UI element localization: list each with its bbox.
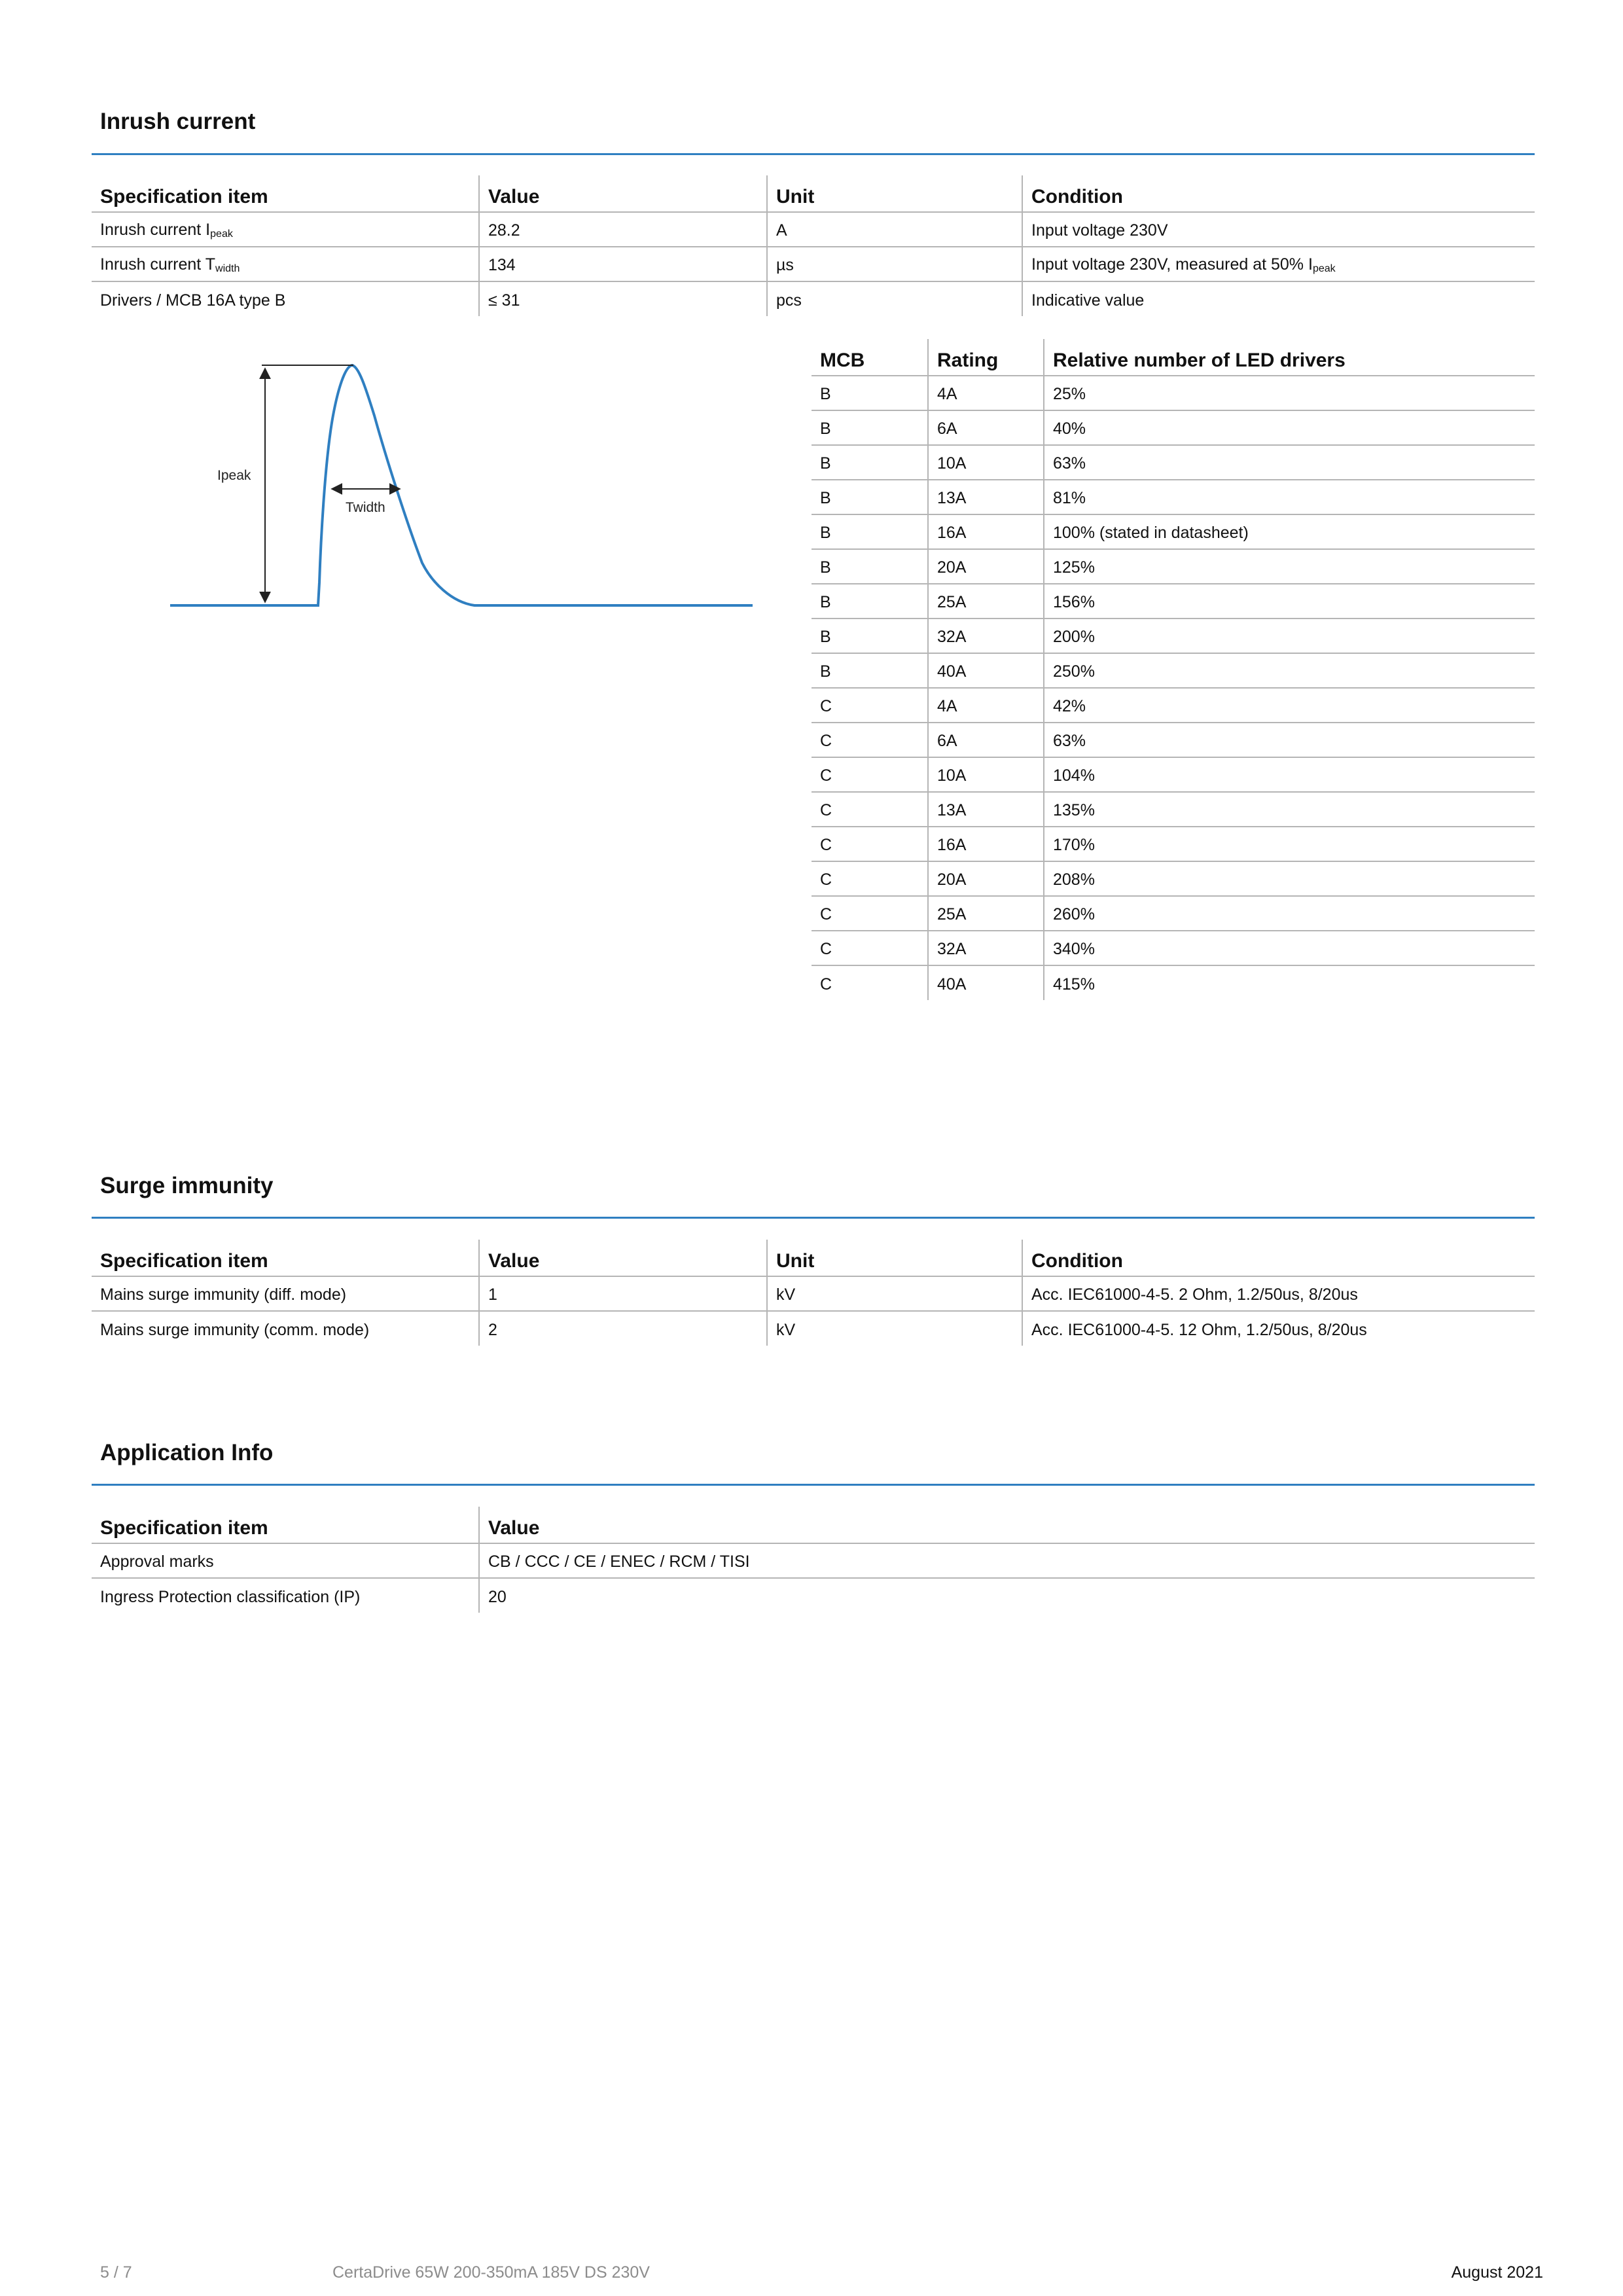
document-date: August 2021 (1451, 2263, 1543, 2282)
table-cell: B (812, 376, 928, 410)
table-cell: kV (767, 1276, 1022, 1311)
table-cell: B (812, 619, 928, 653)
table-row (92, 247, 1535, 281)
table-row (812, 931, 1535, 965)
subscript-text: peak (210, 228, 233, 240)
table-cell: 4A (928, 688, 1044, 723)
table-cell: A (767, 212, 1022, 247)
table-cell: 250% (1044, 653, 1535, 688)
column-header: Rating (928, 339, 1044, 376)
table-header-row (92, 175, 1535, 212)
spec-item-text: Inrush current T (100, 255, 216, 274)
table-row (812, 549, 1535, 584)
table-cell: C (812, 931, 928, 965)
column-header: Specification item (92, 1507, 479, 1543)
table-cell: C (812, 827, 928, 861)
subscript-text: peak (1312, 263, 1336, 274)
table-cell: Mains surge immunity (diff. mode) (92, 1276, 479, 1311)
table-cell: 10A (928, 445, 1044, 480)
table-row (92, 281, 1535, 316)
column-header: Unit (767, 175, 1022, 212)
table-row (812, 792, 1535, 827)
table-row (812, 514, 1535, 549)
column-header: Value (479, 175, 767, 212)
subscript-text: width (215, 263, 240, 274)
table-row (812, 376, 1535, 410)
table-row (92, 1578, 1535, 1613)
table-cell: 42% (1044, 688, 1535, 723)
table-cell: 170% (1044, 827, 1535, 861)
table-cell: Ingress Protection classification (IP) (100, 1588, 361, 1606)
table-cell: 200% (1044, 619, 1535, 653)
column-header: Value (479, 1240, 767, 1276)
table-cell: Input voltage 230V (1022, 212, 1535, 247)
table-row (812, 861, 1535, 896)
table-cell: 16A (928, 514, 1044, 549)
table-cell: 40A (928, 965, 1044, 1000)
table-cell: B (812, 514, 928, 549)
surge-section-rule (92, 1217, 1535, 1219)
table-row (92, 1311, 1535, 1346)
table-cell: 260% (1044, 896, 1535, 931)
page-number: 5 / 7 (100, 2263, 132, 2282)
table-cell: 20A (928, 861, 1044, 896)
table-cell: 13A (928, 792, 1044, 827)
table-cell: B (812, 410, 928, 445)
column-header: Relative number of LED drivers (1044, 339, 1535, 376)
table-cell: C (820, 975, 832, 994)
inrush-waveform-diagram (164, 347, 759, 622)
table-cell: 32A (928, 619, 1044, 653)
table-cell: 125% (1044, 549, 1535, 584)
table-cell: 63% (1044, 445, 1535, 480)
table-header-row (92, 1507, 1535, 1543)
table-row (812, 965, 1535, 1000)
table-cell: 6A (928, 723, 1044, 757)
table-cell: 40% (1044, 410, 1535, 445)
table-row (812, 480, 1535, 514)
table-cell: 32A (928, 931, 1044, 965)
table-row (812, 619, 1535, 653)
table-cell: 104% (1044, 757, 1535, 792)
table-cell: CB / CCC / CE / ENEC / RCM / TISI (479, 1543, 1535, 1578)
waveform-curve (170, 365, 753, 605)
table-cell: pcs (767, 281, 1022, 316)
table-cell: B (812, 480, 928, 514)
table-cell: Acc. IEC61000-4-5. 2 Ohm, 1.2/50us, 8/20us (1022, 1276, 1535, 1311)
application-section-rule (92, 1484, 1535, 1486)
table-row (812, 723, 1535, 757)
column-header: Condition (1022, 175, 1535, 212)
table-cell (92, 247, 479, 281)
surge-section-title: Surge immunity (100, 1173, 274, 1198)
table-cell: Acc. IEC61000-4-5. 12 Ohm, 1.2/50us, 8/20us (1022, 1311, 1535, 1346)
surge-spec-table (92, 1240, 1535, 1346)
table-header-row (812, 339, 1535, 376)
table-cell: 415% (1044, 965, 1535, 1000)
table-cell: Approval marks (92, 1543, 479, 1578)
table-cell: 25% (1044, 376, 1535, 410)
table-row (92, 1276, 1535, 1311)
table-row (812, 757, 1535, 792)
condition-text: Input voltage 230V, measured at 50% I (1031, 255, 1313, 274)
table-cell: B (812, 584, 928, 619)
table-row (812, 653, 1535, 688)
table-row (812, 896, 1535, 931)
table-cell: 28.2 (479, 212, 767, 247)
column-header: MCB (812, 339, 928, 376)
table-cell: B (812, 549, 928, 584)
table-cell: 100% (stated in datasheet) (1044, 514, 1535, 549)
table-row (92, 212, 1535, 247)
table-row (812, 584, 1535, 619)
product-name: CertaDrive 65W 200-350mA 185V DS 230V (332, 2263, 650, 2282)
inrush-section-rule (92, 153, 1535, 155)
column-header: Specification item (92, 1240, 479, 1276)
twidth-label: Twidth (346, 500, 385, 515)
table-cell: 340% (1044, 931, 1535, 965)
table-row (92, 1543, 1535, 1578)
column-header: Value (479, 1507, 1535, 1543)
column-header: Specification item (92, 175, 479, 212)
table-cell: Drivers / MCB 16A type B (100, 291, 286, 310)
table-cell: ≤ 31 (479, 281, 767, 316)
table-cell: 2 (479, 1311, 767, 1346)
table-cell: C (812, 723, 928, 757)
table-cell: 13A (928, 480, 1044, 514)
table-cell: µs (767, 247, 1022, 281)
table-cell: C (812, 792, 928, 827)
table-cell: 6A (928, 410, 1044, 445)
table-cell: Mains surge immunity (comm. mode) (100, 1321, 370, 1339)
table-cell: 4A (928, 376, 1044, 410)
table-cell: kV (767, 1311, 1022, 1346)
table-cell: C (812, 861, 928, 896)
application-section-title: Application Info (100, 1440, 274, 1465)
table-cell: 81% (1044, 480, 1535, 514)
table-cell (1022, 247, 1535, 281)
table-cell: 63% (1044, 723, 1535, 757)
column-header: Condition (1022, 1240, 1535, 1276)
table-cell (92, 212, 479, 247)
application-spec-table (92, 1507, 1535, 1613)
mcb-table (812, 339, 1535, 1000)
table-row (812, 827, 1535, 861)
table-cell: 20A (928, 549, 1044, 584)
inrush-section-title: Inrush current (100, 109, 256, 134)
table-cell: B (812, 445, 928, 480)
table-cell: 25A (928, 896, 1044, 931)
table-cell: C (812, 688, 928, 723)
spec-item-text: Inrush current I (100, 221, 211, 239)
ipeak-label: Ipeak (217, 468, 251, 483)
table-cell: 1 (479, 1276, 767, 1311)
table-cell: 156% (1044, 584, 1535, 619)
table-cell: 135% (1044, 792, 1535, 827)
table-row (812, 688, 1535, 723)
table-cell: 208% (1044, 861, 1535, 896)
table-cell: B (812, 653, 928, 688)
table-cell: 20 (479, 1578, 1535, 1613)
table-row (812, 445, 1535, 480)
table-cell: 25A (928, 584, 1044, 619)
column-header: Unit (767, 1240, 1022, 1276)
table-row (812, 410, 1535, 445)
table-cell: Indicative value (1022, 281, 1535, 316)
table-header-row (92, 1240, 1535, 1276)
inrush-spec-table (92, 175, 1535, 316)
table-cell: 16A (928, 827, 1044, 861)
table-cell: 10A (928, 757, 1044, 792)
table-cell: C (812, 757, 928, 792)
table-cell: 40A (928, 653, 1044, 688)
table-cell: C (812, 896, 928, 931)
table-cell: 134 (479, 247, 767, 281)
